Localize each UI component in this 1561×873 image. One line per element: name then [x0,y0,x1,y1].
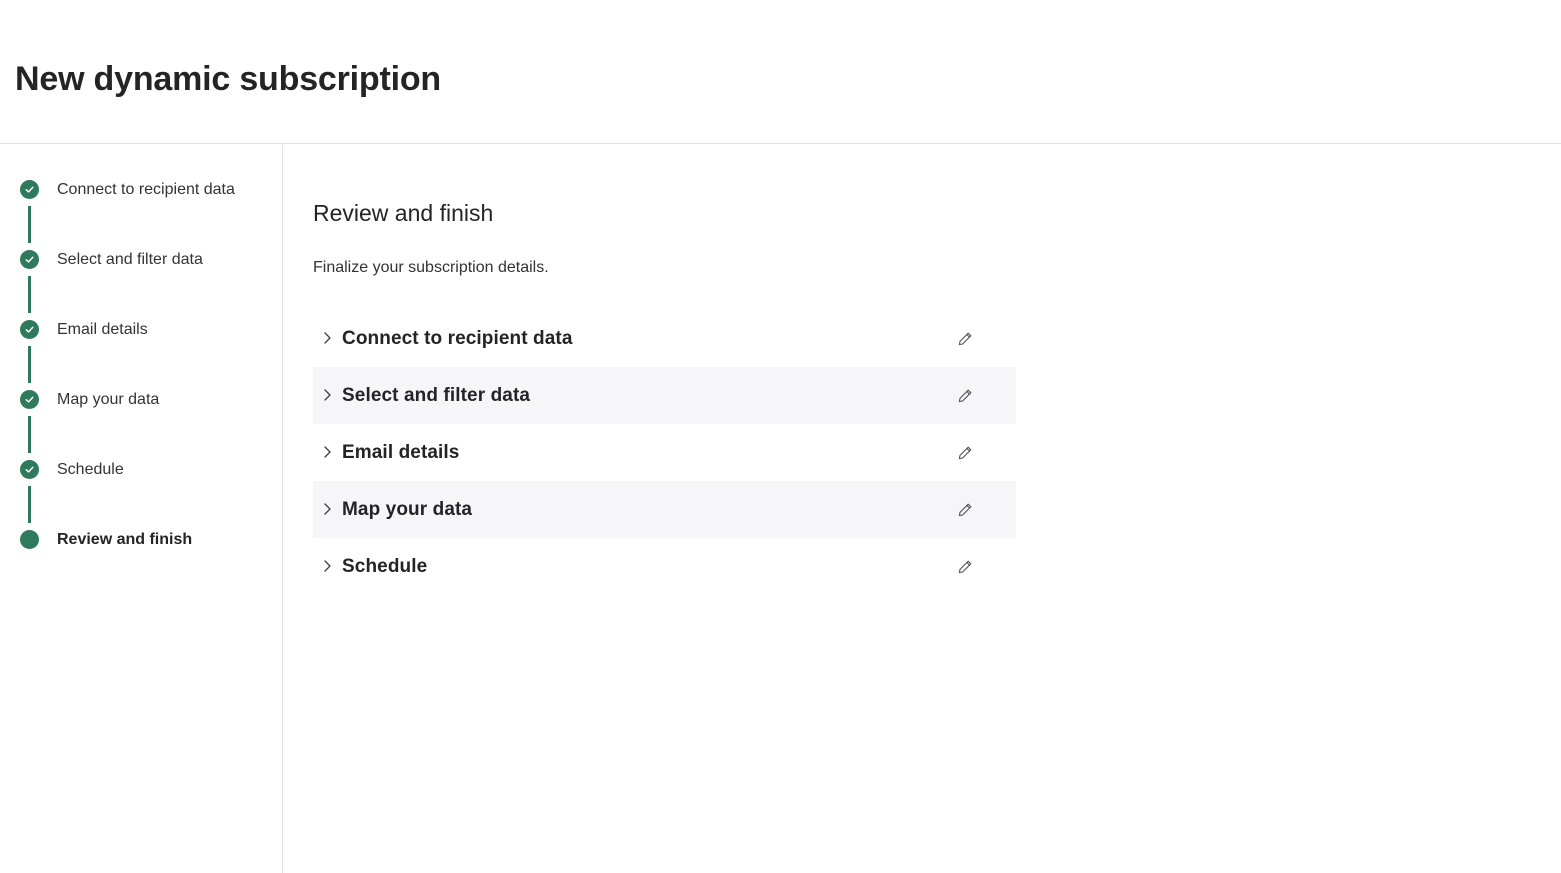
pencil-icon [957,502,973,518]
review-section-label: Map your data [342,499,473,520]
edit-button[interactable] [953,499,977,521]
wizard-stepper [0,145,283,873]
review-section-email-details[interactable] [313,424,1016,481]
step-map-your-data[interactable] [0,390,283,420]
review-sections-list [313,310,1016,595]
edit-button[interactable] [953,442,977,464]
section-title: Review and finish [313,200,494,226]
chevron-right-icon [322,502,332,516]
step-email-details[interactable] [0,320,283,350]
current-step-dot [20,530,39,549]
step-connector [28,486,31,523]
pencil-icon [957,331,973,347]
step-connector [28,346,31,383]
review-section-label: Select and filter data [342,385,531,406]
step-label: Select and filter data [57,251,203,268]
section-description: Finalize your subscription details. [313,259,549,276]
step-connector [28,416,31,453]
chevron-right-icon [322,388,332,402]
chevron-right-icon [322,331,332,345]
review-section-label: Connect to recipient data [342,328,573,349]
check-icon [20,390,39,409]
step-label: Email details [57,321,148,338]
pencil-icon [957,559,973,575]
chevron-right-icon [322,559,332,573]
pencil-icon [957,445,973,461]
step-schedule[interactable] [0,460,283,490]
edit-button[interactable] [953,328,977,350]
step-label: Schedule [57,461,124,478]
step-label: Review and finish [57,531,193,548]
edit-button[interactable] [953,385,977,407]
step-select-and-filter-data[interactable] [0,250,283,280]
review-section-map-your-data[interactable] [313,481,1016,538]
step-label: Connect to recipient data [57,181,235,198]
review-section-label: Email details [342,442,460,463]
step-label: Map your data [57,391,160,408]
chevron-right-icon [322,445,332,459]
page-header [0,0,1561,144]
review-section-schedule[interactable] [313,538,1016,595]
page-title: New dynamic subscription [15,60,441,98]
step-review-and-finish[interactable] [0,530,283,560]
edit-button[interactable] [953,556,977,578]
check-icon [20,320,39,339]
pencil-icon [957,388,973,404]
review-panel [313,145,1513,873]
review-section-connect-to-recipient-data[interactable] [313,310,1016,367]
check-icon [20,180,39,199]
step-connector [28,276,31,313]
review-section-select-and-filter-data[interactable] [313,367,1016,424]
step-connect-to-recipient-data[interactable] [0,180,283,210]
step-connector [28,206,31,243]
check-icon [20,250,39,269]
review-section-label: Schedule [342,556,428,577]
check-icon [20,460,39,479]
